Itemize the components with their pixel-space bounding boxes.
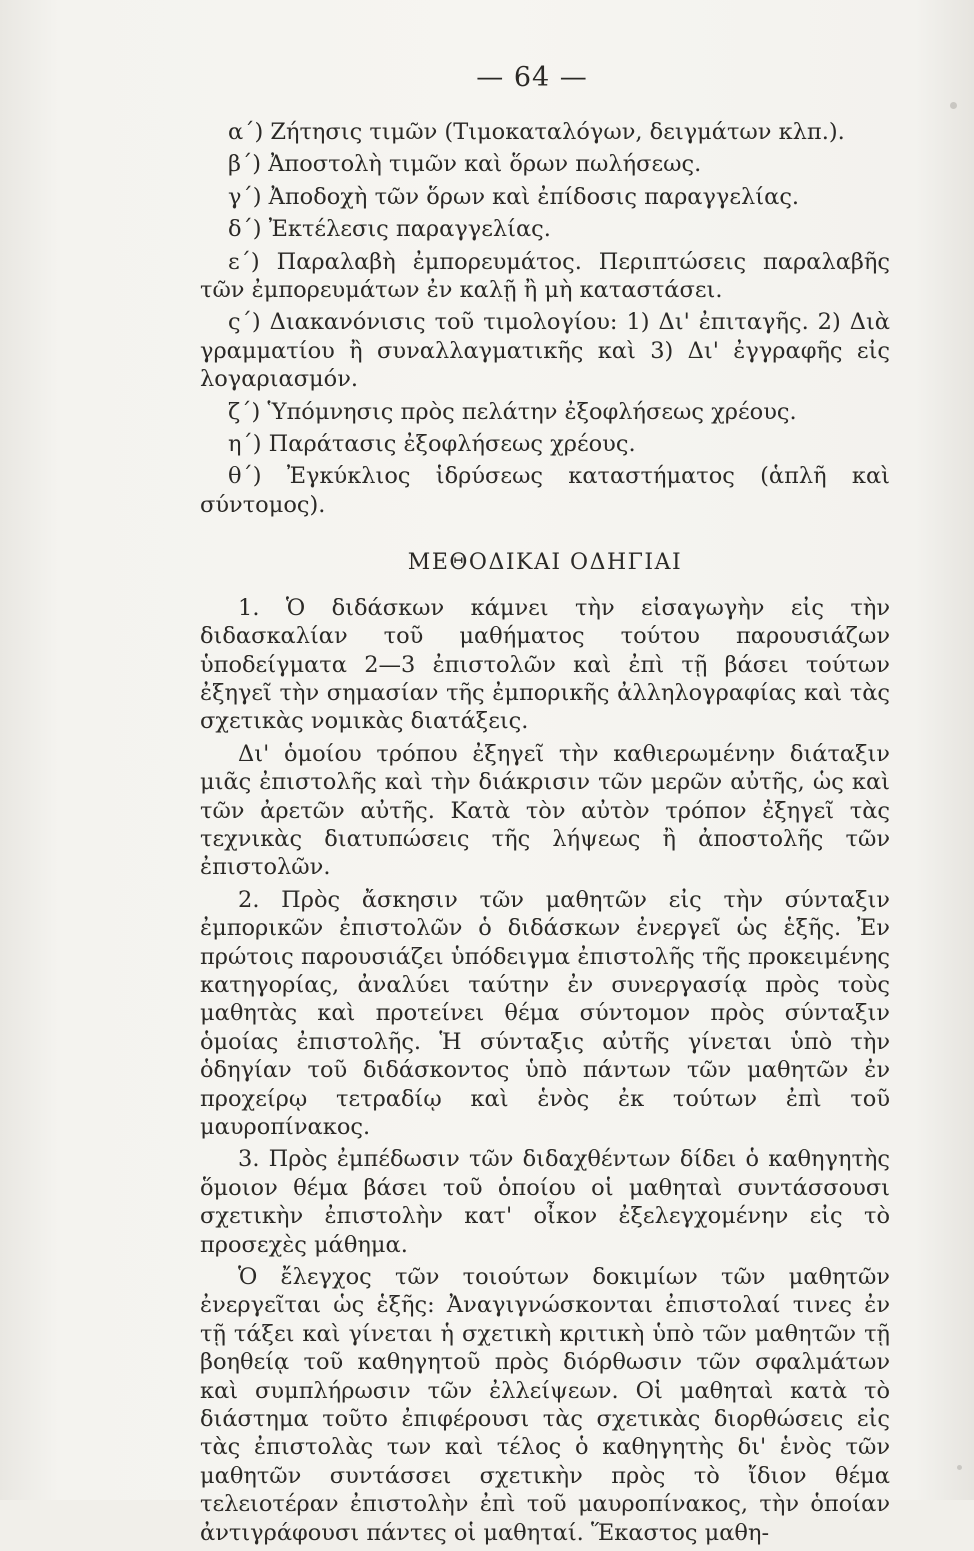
section-heading: ΜΕΘΟΔΙΚΑΙ ΟΔΗΓΙΑΙ (407, 550, 683, 576)
list-item: ε΄) Παραλαβὴ ἐμπορευμάτος. Περιπτώσεις παραλαβῆς τῶν ἐμπορευμάτων ἐν καλῇ ἢ μὴ καταστάσει. (200, 248, 890, 304)
paragraph: Δι' ὁμοίου τρόπου ἐξηγεῖ τὴν καθιερωμένην διάταξιν μιᾶς ἐπιστολῆς καὶ τὴν διάκρισιν τῶν μερῶν αὐτῆς, ὡς καὶ τῶν ἀρετῶν αὐτῆς. Κατὰ τὸν αὐτὸν τρόπον ἐξηγεῖ τὰς τεχνικὰς διατυπώσεις τῆς λήψεως ἢ ἀποστολῆς τῶν ἐπιστολῶν. (200, 740, 890, 881)
paragraph: 1. Ὁ διδάσκων κάμνει τὴν εἰσαγωγὴν εἰς τὴν διδασκαλίαν τοῦ μαθήματος τούτου παρουσιάζων ὑποδείγματα 2—3 ἐπιστολῶν καὶ ἐπὶ τῇ βάσει τούτων ἐξηγεῖ τὴν σημασίαν τῆς ἐμπορικῆς ἀλληλογραφίας καὶ τὰς σχετικὰς νομικὰς διατάξεις. (200, 594, 890, 735)
topic-list (200, 118, 890, 519)
list-item: γ΄) Ἀποδοχὴ τῶν ὅρων καὶ ἐπίδοσις παραγγελίας. (228, 183, 800, 210)
list-item: ζ΄) Ὑπόμνησις πρὸς πελάτην ἐξοφλήσεως χρέους. (228, 398, 797, 425)
scan-speck (950, 102, 957, 109)
paragraph: Ὁ ἔλεγχος τῶν τοιούτων δοκιμίων τῶν μαθητῶν ἐνεργεῖται ὡς ἑξῆς: Ἀναγιγνώσκονται ἐπιστολαί τινες ἐν τῇ τάξει καὶ γίνεται ἡ σχετικὴ κριτικὴ ὑπὸ τῶν μαθητῶν τῇ βοηθείᾳ τοῦ καθηγητοῦ πρὸς διόρθωσιν τῶν σφαλμάτων καὶ συμπλήρωσιν τῶν ἐλλείψεων. Οἱ μαθηταὶ κατὰ τὸ διάστημα τοῦτο ἐπιφέρουσι τὰς σχετικὰς διορθώσεις εἰς τὰς ἐπιστολὰς των καὶ τέλος ὁ καθηγητὴς δι' ἑνὸς τῶν μαθητῶν συντάσσει σχετικὴν πρὸς τὸ ἴδιον θέμα τελειοτέραν ἐπιστολὴν ἐπὶ τοῦ μαυροπίνακος, τὴν ὁποίαν ἀντιγράφουσι πάντες οἱ μαθηταί. Ἕκαστος μαθη- (200, 1264, 890, 1546)
paragraph: 2. Πρὸς ἄσκησιν τῶν μαθητῶν εἰς τὴν σύνταξιν ἐμπορικῶν ἐπιστολῶν ὁ διδάσκων ἐνεργεῖ ὡς ἑξῆς. Ἐν πρώτοις παρουσιάζει ὑπόδειγμα ἐπιστολῆς τῆς προκειμένης κατηγορίας, ἀναλύει ταύτην ἐν συνεργασίᾳ πρὸς τοὺς μαθητὰς καὶ προτείνει θέμα σύντομον πρὸς σύνταξιν ὁμοίας ἐπιστολῆς. Ἡ σύνταξις αὐτῆς γίνεται ὑπὸ τὴν ὁδηγίαν τοῦ διδάσκοντος ὑπὸ πάντων τῶν μαθητῶν ἐν προχείρῳ τετραδίῳ καὶ ἑνὸς ἐκ τούτων ἐπὶ τοῦ μαυροπίνακος. (200, 886, 890, 1140)
list-item: β΄) Ἀποστολὴ τιμῶν καὶ ὅρων πωλήσεως. (228, 151, 702, 178)
paragraph: 3. Πρὸς ἐμπέδωσιν τῶν διδαχθέντων δίδει ὁ καθηγητὴς ὅμοιον θέμα βάσει τοῦ ὁποίου οἱ μαθηταὶ συντάσσουσι σχετικὴν ἐπιστολὴν κατ' οἶκον ἐξελεγχομένην εἰς τὸ προσεχὲς μάθημα. (200, 1146, 890, 1258)
list-item: θ΄) Ἐγκύκλιος ἱδρύσεως καταστήματος (ἁπλῆ καὶ σύντομος). (200, 463, 890, 518)
list-item: δ΄) Ἐκτέλεσις παραγγελίας. (228, 216, 551, 243)
page-content (200, 118, 890, 1551)
scan-speck (957, 1465, 962, 1470)
page-number: — 64 — (476, 62, 588, 93)
list-item: η΄) Παράτασις ἐξοφλήσεως χρέους. (228, 431, 636, 458)
list-item: ς΄) Διακανόνισις τοῦ τιμολογίου: 1) Δι' ἐπιταγῆς. 2) Διὰ γραμματίου ἢ συναλλαγματικῆς καὶ 3) Δι' ἐγγραφῆς εἰς λογαριασμόν. (200, 309, 890, 393)
list-item: α΄) Ζήτησις τιμῶν (Τιμοκαταλόγων, δειγμάτων κλπ.). (228, 119, 845, 145)
body-text (200, 594, 890, 1547)
